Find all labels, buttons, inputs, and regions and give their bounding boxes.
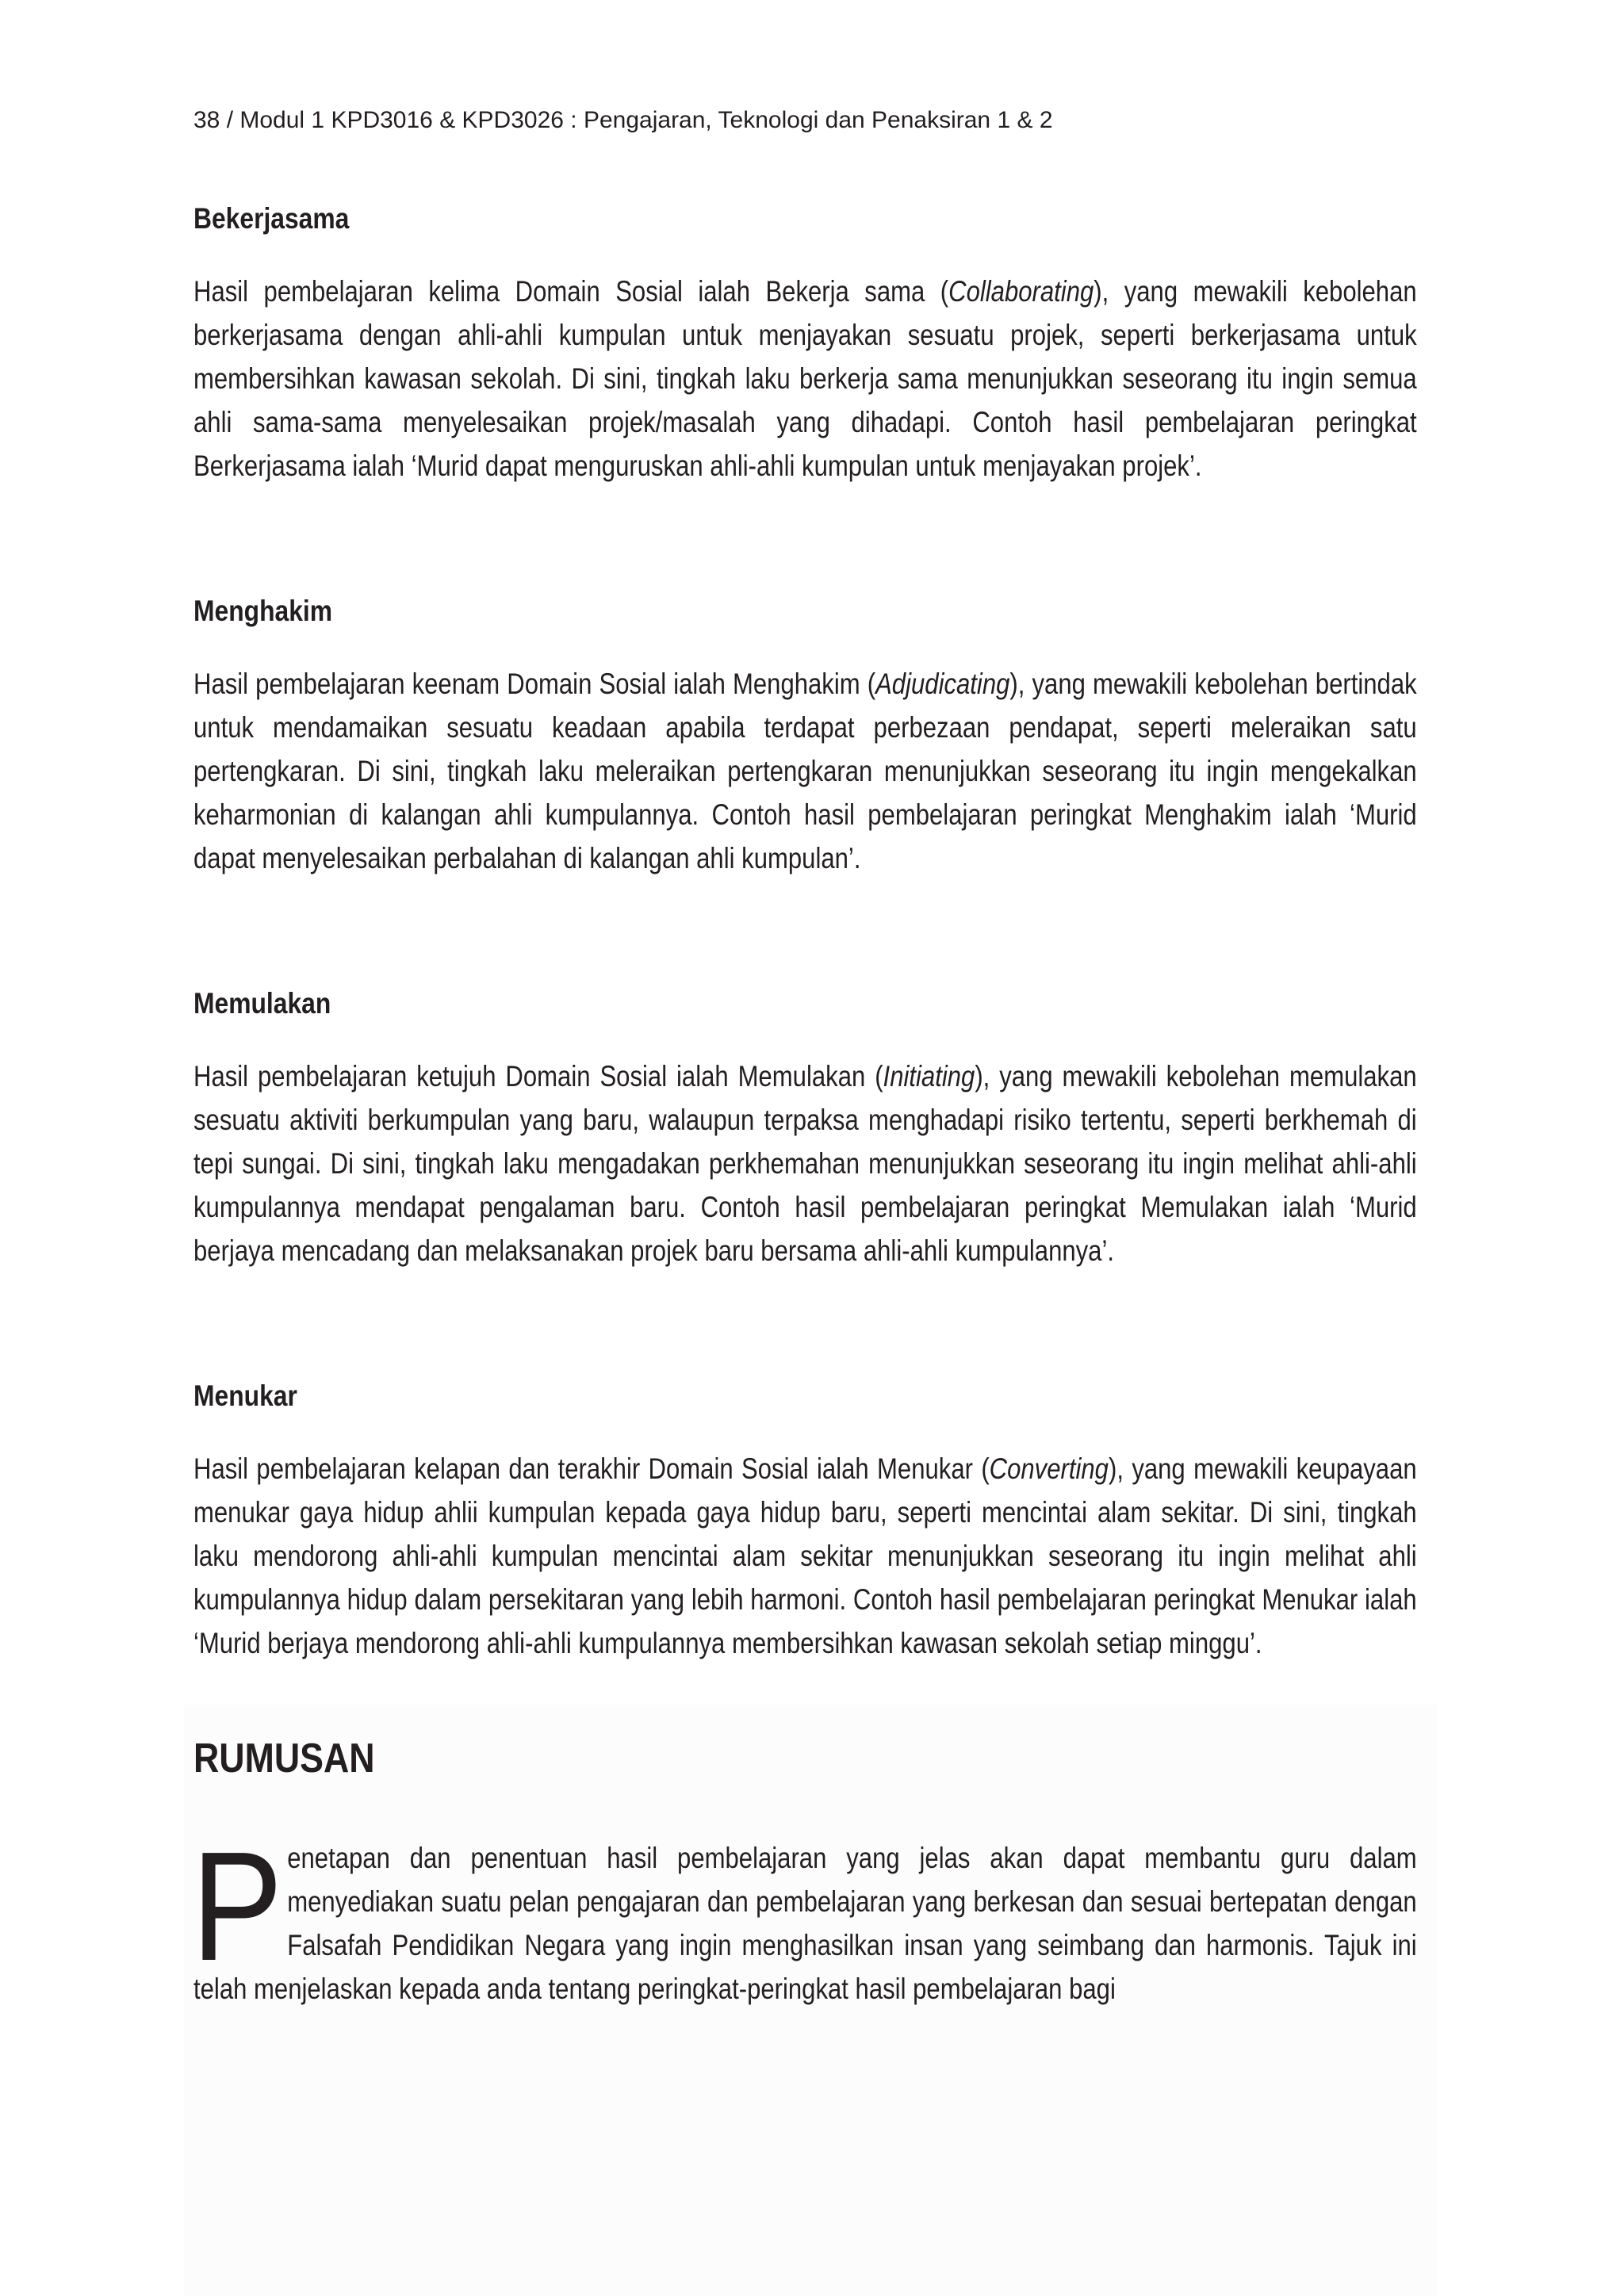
paragraph-text: ), yang mewakili kebolehan berkerjasama dengan ahli-ahli kumpulan untuk menjayakan sesuatu projek, seperti berkerjasama untuk membersihkan kawasan sekolah. Di sini, tingkah laku berkerja sama menunjukkan seseorang itu ingin semua ahli sama-sama menyelesaikan projek/masalah yang dihadapi. Contoh hasil pembelajaran peringkat Berkerjasama ialah ‘Murid dapat menguruskan ahli-ahli kumpulan untuk menjayakan projek’.	[193, 275, 1417, 482]
section-heading: Memulakan	[193, 987, 331, 1020]
section-paragraph	[193, 1447, 1417, 1665]
summary-text: enetapan dan penentuan hasil pembelajaran yang jelas akan dapat membantu guru dalam menyediakan suatu pelan pengajaran dan pembelajaran yang berkesan dan sesuai bertepatan dengan Falsafah Pendidikan Negara yang ingin menghasilkan insan yang seimbang dan harmonis. Tajuk ini telah menjelaskan kepada anda tentang peringkat-peringkat hasil pembelajaran bagi	[193, 1842, 1417, 2005]
main-content	[193, 198, 1416, 1768]
english-term: Initiating	[883, 1060, 975, 1093]
section-bekerjasama	[193, 198, 1416, 488]
paragraph-text: Hasil pembelajaran kelapan dan terakhir Domain Sosial ialah Menukar (	[193, 1452, 990, 1485]
paragraph-text: ), yang mewakili kebolehan bertindak untuk mendamaikan sesuatu keadaan apabila terdapat perbezaan pendapat, seperti meleraikan satu pertengkaran. Di sini, tingkah laku meleraikan pertengkaran menunjukkan seseorang itu ingin mengekalkan keharmonian di kalangan ahli kumpulannya. Contoh hasil pembelajaran peringkat Menghakim ialah ‘Murid dapat menyelesaikan perbalahan di kalangan ahli kumpulan’.	[193, 668, 1417, 874]
paragraph-text: Hasil pembelajaran ketujuh Domain Sosial ialah Memulakan (	[193, 1060, 883, 1093]
paragraph-text: ), yang mewakili keupayaan menukar gaya hidup ahlii kumpulan kepada gaya hidup baru, seperti mencintai alam sekitar. Di sini, tingkah laku mendorong ahli-ahli kumpulan mencintai alam sekitar menunjukkan seseorang itu ingin melihat ahli kumpulannya hidup dalam persekitaran yang lebih harmoni. Contoh hasil pembelajaran peringkat Menukar ialah ‘Murid berjaya mendorong ahli-ahli kumpulannya membersihkan kawasan sekolah setiap minggu’.	[193, 1452, 1417, 1659]
running-head: 38 / Modul 1 KPD3016 & KPD3026 : Pengajaran, Teknologi dan Penaksiran 1 & 2	[193, 107, 1053, 133]
section-menukar	[193, 1376, 1416, 1665]
paragraph-text: ), yang mewakili kebolehan memulakan sesuatu aktiviti berkumpulan yang baru, walaupun terpaksa menghadapi risiko tertentu, seperti berkhemah di tepi sungai. Di sini, tingkah laku mengadakan perkhemahan menunjukkan seseorang itu ingin melihat ahli-ahli kumpulannya mendapat pengalaman baru. Contoh hasil pembelajaran peringkat Memulakan ialah ‘Murid berjaya mencadang dan melaksanakan projek baru bersama ahli-ahli kumpulannya’.	[193, 1060, 1417, 1267]
section-paragraph	[193, 662, 1417, 880]
summary-paragraph	[191, 1820, 1417, 2011]
section-menghakim	[193, 591, 1416, 880]
english-term: Collaborating	[948, 275, 1094, 308]
section-heading: Bekerjasama	[193, 202, 350, 235]
paragraph-text: Hasil pembelajaran keenam Domain Sosial ialah Menghakim (	[193, 668, 876, 700]
summary-section	[193, 1730, 1416, 2011]
section-paragraph	[193, 270, 1417, 488]
drop-cap: P	[191, 1820, 283, 1993]
paragraph-text: Hasil pembelajaran kelima Domain Sosial ialah Bekerja sama (	[193, 275, 949, 308]
english-term: Adjudicating	[875, 668, 1010, 700]
section-memulakan	[193, 983, 1416, 1272]
section-heading: Menghakim	[193, 595, 333, 627]
summary-title: RUMUSAN	[193, 1735, 375, 1781]
english-term: Converting	[989, 1452, 1109, 1485]
section-paragraph	[193, 1054, 1417, 1272]
section-heading: Menukar	[193, 1380, 297, 1412]
